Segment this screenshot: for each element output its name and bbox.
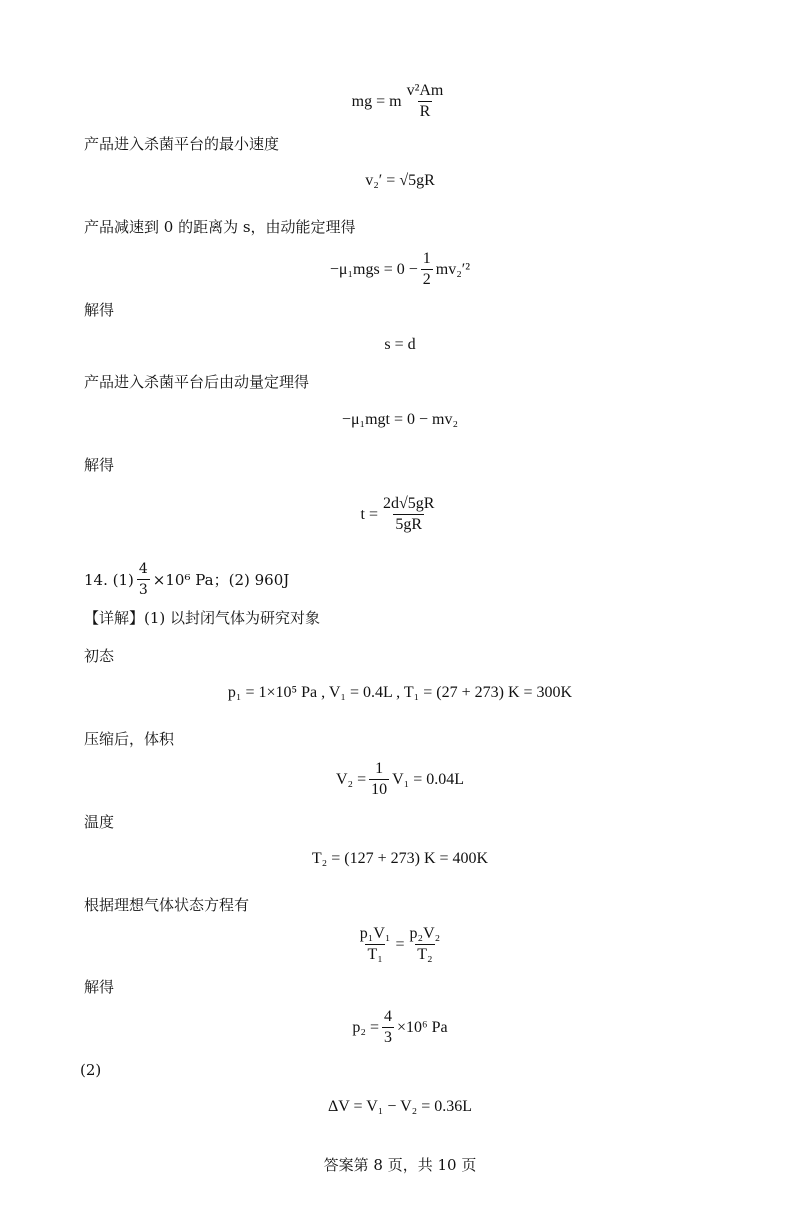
text-line: 产品减速到 0 的距离为 s，由动能定理得 (84, 218, 356, 236)
equation-pressure: p₂ = $\frac{4}{3}$ ×10⁶ Pa (352, 1008, 448, 1046)
text-line: 解得 (84, 456, 115, 474)
equation-ideal-gas: $\frac{\text{p₁V₁}}{\text{T₁}}$ = $\frac{\text{p₂V₂}}{\text{T₂}}$ (359, 925, 441, 963)
equation-initial-state: p₁ = 1×10⁵ Pa , V₁ = 0.4L , T₁ = (27 + 273) K = 300K (227, 684, 573, 701)
page-footer: 答案第 8 页，共 10 页 (323, 1156, 477, 1174)
text-line: 压缩后，体积 (84, 730, 175, 748)
equation-momentum: −μ₁mgt = 0 − mv₂ (341, 411, 459, 428)
equation-distance: s = d (384, 336, 416, 353)
text-line: 产品进入杀菌平台后由动量定理得 (84, 373, 310, 391)
text-line: 温度 (84, 813, 115, 831)
text-line: 初态 (84, 647, 115, 665)
question-14-answer: 14. (1) $\frac{4}{3}$ ×10⁶ Pa；(2) 960J (84, 561, 290, 598)
equation-volume: V₂ = $\frac{1}{10}$ V₁ = 0.04L (335, 760, 465, 798)
text-line: 产品进入杀菌平台的最小速度 (84, 135, 280, 153)
equation-volume-change: ΔV = V₁ − V₂ = 0.36L (327, 1098, 473, 1115)
equation-temperature: T₂ = (127 + 273) K = 400K (311, 850, 489, 867)
text-line: 解得 (84, 978, 115, 996)
equation-centripetal: mg = m $\frac{\text{v²Am}}{R}$ (351, 82, 444, 120)
equation-kinetic-energy: −μ₁mgs = 0 − $\frac{1}{2}$ mv₂′² (329, 250, 471, 288)
equation-time: t = $\frac{2d√5gR}{5gR}$ (360, 495, 435, 533)
text-line: (2) (80, 1061, 102, 1079)
equation-min-speed: v₂′ = √5gR (365, 172, 435, 189)
text-line: 解得 (84, 301, 115, 319)
text-line: 根据理想气体状态方程有 (84, 896, 250, 914)
text-line: 【详解】(1) 以封闭气体为研究对象 (84, 609, 321, 627)
